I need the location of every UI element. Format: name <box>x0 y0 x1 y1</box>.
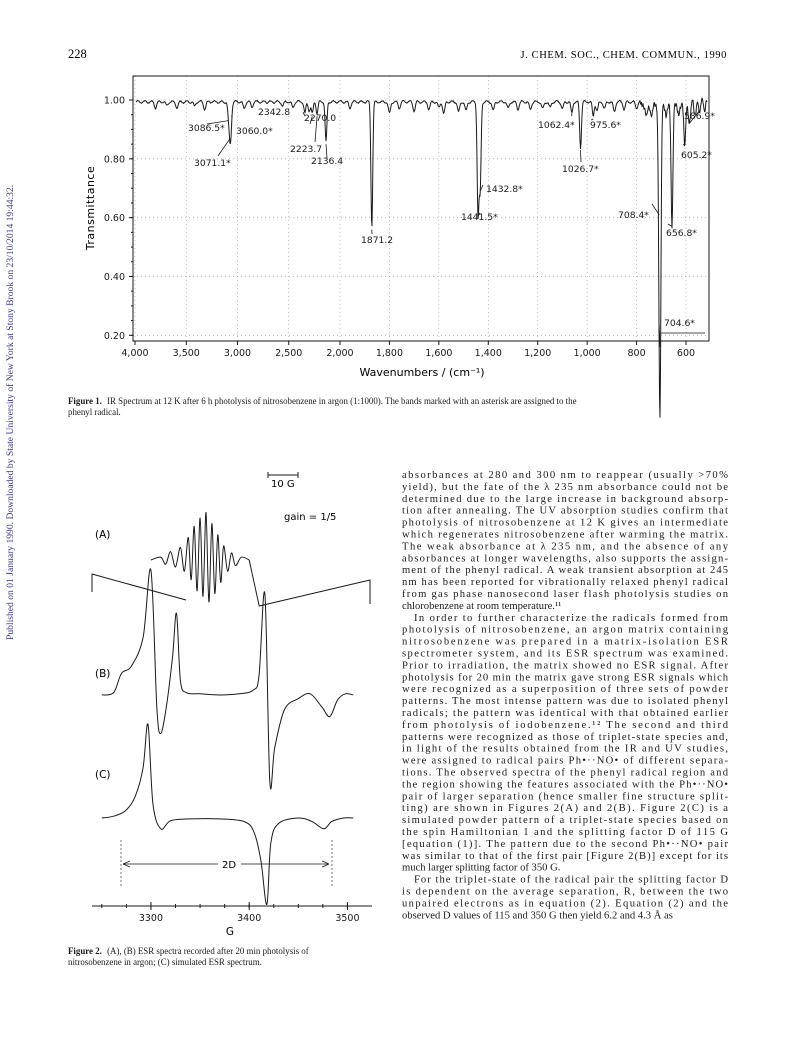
esr-x-axis <box>102 902 360 924</box>
trace-b-label: (B) <box>95 668 111 680</box>
body-text-line: yield), but the fate of the λ 235 nm absorbance could not be <box>402 481 728 493</box>
ir-x-axis <box>121 341 695 359</box>
ir-band-label: 605.2* <box>681 150 712 161</box>
body-text-line: were recognized as a superposition of three sets of powder <box>402 684 728 696</box>
ir-band-label: 704.6* <box>664 318 695 329</box>
ir-band-label: 3071.1* <box>194 158 231 169</box>
body-text-line: tion after annealing. The UV absorption studies confirm that <box>402 505 728 517</box>
body-text-line: In order to further characterize the radicals formed from <box>414 612 728 624</box>
ir-band-label: 1432.8* <box>486 184 523 195</box>
ir-band-labels <box>188 107 715 347</box>
body-text-line: nm has been reported for vibrationally relaxed phenyl radical <box>402 577 728 589</box>
body-text-line: patterns were recognized as those of triplet-state species and, <box>402 731 728 743</box>
ir-x-tick-label: 3,500 <box>172 348 200 359</box>
ir-band-label: 708.4* <box>618 210 649 221</box>
esr-x-tick-label: 3500 <box>335 913 360 924</box>
esr-x-axis-label: G <box>225 926 235 938</box>
ir-x-tick-label: 1,200 <box>524 348 552 359</box>
journal-header: J. CHEM. SOC., CHEM. COMMUN., 1990 <box>520 50 727 61</box>
body-text-line: from photolysis of iodobenzene.¹² The second and third <box>402 719 728 731</box>
ir-spectrum-figure <box>84 76 715 417</box>
ir-y-axis <box>104 96 133 342</box>
ir-y-tick-label: 0.20 <box>103 330 125 342</box>
ir-band-label: 586.9* <box>684 111 715 122</box>
body-text-line: spectrometer system, and its ESR spectrum was examined. <box>402 648 728 660</box>
ir-x-tick-label: 800 <box>627 348 646 359</box>
body-text-line: from gas phase nanosecond laser flash photolysis studies on <box>402 589 728 600</box>
body-text-line: observed D values of 115 and 350 G then yield 6.2 and 4.3 Å as <box>402 910 673 922</box>
body-text-line: simulated powder pattern of a triplet-state species based on <box>402 815 728 827</box>
body-text-line: which regenerates nitrosobenzene after warming the matrix. <box>402 529 728 541</box>
figure2-caption-label: Figure 2. <box>68 946 102 956</box>
figure1-caption-line-2: phenyl radical. <box>68 407 121 417</box>
body-text-line: ting) are shown in Figures 2(A) and 2(B). Figure 2(C) is a <box>402 803 729 815</box>
ir-band-label: 1871.2 <box>361 235 394 246</box>
ir-band-label: 1026.7* <box>562 164 599 175</box>
esr-x-tick-label: 3400 <box>237 913 262 924</box>
body-text-column <box>402 470 729 921</box>
body-text-line: absorbances at 280 and 300 nm to reappear (usually >70% <box>402 470 728 481</box>
scale-bar-label: 10 G <box>271 479 295 490</box>
ir-gridlines <box>133 76 709 341</box>
ir-x-tick-label: 1,800 <box>375 348 404 359</box>
figure1-caption-line-1 <box>68 396 577 406</box>
body-text-line: photolysis for 20 min the matrix gave strong ESR signals which <box>402 672 728 684</box>
ir-band-label: 3060.0* <box>236 126 273 137</box>
ir-y-tick-label: 0.60 <box>103 213 125 225</box>
ir-x-tick-label: 600 <box>676 348 696 359</box>
body-text-line: chlorobenzene at room temperature.¹¹ <box>402 600 562 612</box>
page-number: 228 <box>68 47 87 61</box>
ir-band-label: 1441.5* <box>461 212 498 223</box>
esr-x-tick-label: 3300 <box>138 913 164 924</box>
ir-x-tick-label: 1,000 <box>573 348 601 359</box>
ir-band-label: 2223.7 <box>290 144 323 155</box>
body-text-line: pair of larger separation (hence smaller fine structure split- <box>402 791 728 803</box>
trace-c-label: (C) <box>95 769 111 781</box>
body-text-line: unpaired electrons as in equation (2). Equation (2) and the <box>402 898 728 910</box>
body-text-line: The weak absorbance at λ 235 nm, and the absence of any <box>402 541 728 553</box>
esr-spectrum-figure <box>92 472 372 938</box>
twoD-label: 2D <box>221 860 237 871</box>
download-notice: Published on 01 January 1990. Downloaded by State University of New York at Stony Brook on 23/10/2014 19:44:32. <box>5 184 16 640</box>
body-text-line: Prior to irradiation, the matrix showed no ESR signal. After <box>402 660 728 672</box>
ir-x-tick-label: 2,000 <box>326 348 354 359</box>
gain-label: gain = 1/5 <box>284 512 337 523</box>
ir-band-label: 2270.0 <box>304 113 337 124</box>
figure2-caption-text: (A), (B) ESR spectra recorded after 20 min photolysis of <box>107 946 309 956</box>
ir-x-tick-label: 4,000 <box>121 348 149 359</box>
body-text-line: were assigned to radical pairs Ph•··NO• of different separa- <box>402 755 728 767</box>
ir-plot-frame <box>133 76 709 341</box>
figure2-caption-line-2: nitrosobenzene in argon; (C) simulated ESR spectrum. <box>68 957 262 967</box>
body-text-line: [equation (1)]. The pattern due to the second Ph•··NO• pair <box>402 838 728 850</box>
esr-trace-c <box>102 724 353 905</box>
ir-y-tick-label: 0.80 <box>103 154 125 166</box>
ir-y-axis-label: Transmittance <box>84 165 97 251</box>
body-text-line: radicals; the pattern was identical with that obtained earlier <box>402 708 728 719</box>
body-text-line: patterns. The most intense pattern was due to isolated phenyl <box>402 696 728 708</box>
ir-x-axis-label: Wavenumbers / (cm⁻¹) <box>359 366 485 379</box>
body-text-line: in light of the results obtained from the IR and UV studies, <box>402 743 728 755</box>
scale-bar <box>268 472 298 478</box>
body-text-line: ment of the phenyl radical. A weak transient absorption at 245 <box>402 565 728 577</box>
ir-band-leader <box>218 138 230 156</box>
trace-a-label: (A) <box>95 529 111 541</box>
ir-band-label: 3086.5* <box>188 123 225 134</box>
ir-x-tick-label: 1,400 <box>474 348 502 359</box>
ir-band-label: 2136.4 <box>311 156 344 167</box>
figure1-caption-label: Figure 1. <box>68 396 102 406</box>
body-text-line: was similar to that of the first pair [Figure 2(B)] except for its <box>402 850 728 862</box>
ir-y-tick-label: 1.00 <box>103 95 125 107</box>
ir-band-label: 975.6* <box>590 120 621 131</box>
figure2-caption-line-1 <box>68 946 309 956</box>
ir-band-leader <box>581 150 582 162</box>
ir-band-label: 2342.8 <box>258 107 291 118</box>
body-text-line: much larger splitting factor of 350 G. <box>402 862 561 874</box>
ir-band-label: 1062.4* <box>538 120 575 131</box>
body-text-line: nitrosobenzene was prepared in a matrix-isolation ESR <box>402 636 728 648</box>
body-text-line: absorbances at longer wavelengths, also supports the assign- <box>402 553 728 565</box>
body-text-line: photolysis of nitrosobenzene at 12 K gives an intermediate <box>402 517 728 529</box>
body-text-line: For the triplet-state of the radical pair the splitting factor D <box>414 874 728 886</box>
ir-y-tick-label: 0.40 <box>103 271 125 283</box>
body-text-line: the spin Hamiltonian 1 and the splitting factor D of 115 G <box>402 827 728 838</box>
body-text-line: the region showing the features associated with the Ph•··NO• <box>402 779 728 791</box>
body-text-line: photolysis of nitrosobenzene, an argon matrix containing <box>402 624 728 636</box>
body-text-line: tions. The observed spectra of the phenyl radical region and <box>402 767 729 779</box>
body-text-line: is dependent on the average separation, R, between the two <box>402 886 729 898</box>
figure1-caption-text: IR Spectrum at 12 K after 6 h photolysis of nitrosobenzene in argon (1:1000). The bands marked with an asterisk are assigned to the <box>107 396 577 406</box>
esr-trace-b <box>102 569 353 789</box>
ir-x-tick-label: 3,000 <box>223 348 252 359</box>
ir-x-tick-label: 1,600 <box>425 348 453 359</box>
ir-x-tick-label: 2,500 <box>275 348 303 359</box>
esr-trace-a <box>92 512 370 606</box>
body-text-line: determined due to the large increase in background absorp- <box>402 493 728 505</box>
ir-band-label: 656.8* <box>666 228 697 239</box>
